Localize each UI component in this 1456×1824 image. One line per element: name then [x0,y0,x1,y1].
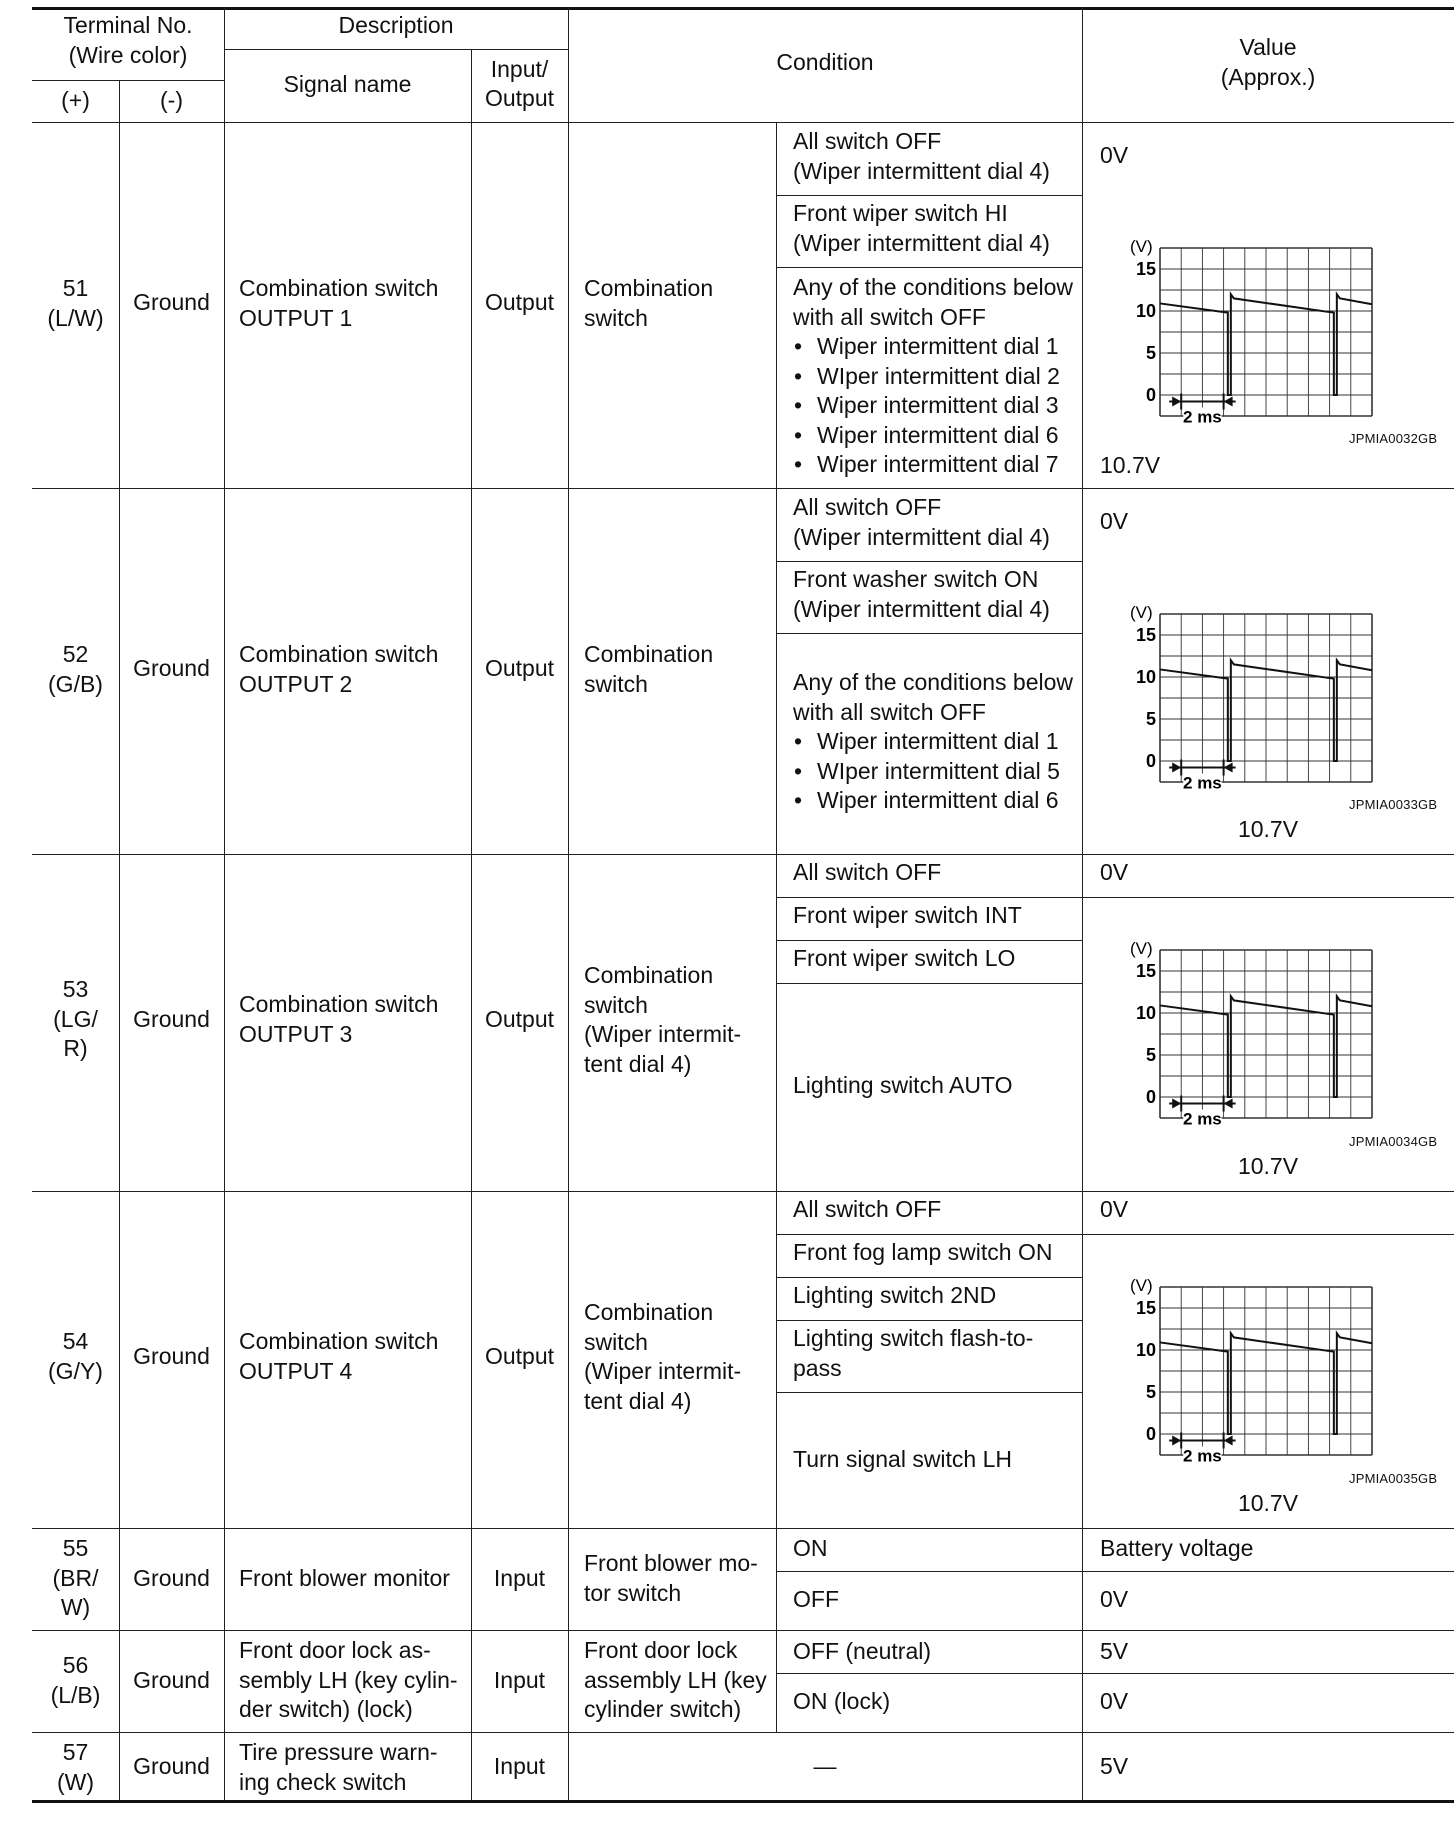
time-marker-arrow [1224,397,1233,407]
rule-54-a [776,1234,1454,1235]
row54-condition: Combination switch (Wiper intermit- tent dial 4) [584,1299,742,1414]
y-tick-label: 0 [1145,1087,1156,1107]
time-marker-arrow [1172,397,1181,407]
hdr-wire-color: (Wire color) [68,42,188,68]
time-scale-label: 2 ms [1183,1109,1222,1129]
hdr-signal-name: Signal name [283,71,412,97]
time-scale-label: 2 ms [1183,773,1222,793]
time-scale-label: 2 ms [1183,1446,1222,1466]
row55-condition: Front blower mo- tor switch [584,1550,758,1606]
y-tick-label: 10 [1135,301,1156,321]
row55-signal-name: Front blower monitor [239,1565,450,1591]
y-tick-label: 10 [1135,1340,1156,1360]
row56-terminal: 56 (L/B) [50,1652,101,1708]
hdr-terminal-no: Terminal No. [63,12,193,38]
row53-value-off: 0V [1100,859,1129,885]
row51-signal-name: Combination switch OUTPUT 1 [239,275,439,331]
rule-51-b [776,267,1082,268]
row54-cond-turn-lh: Turn signal switch LH [793,1446,1013,1472]
rule-53-c [776,983,1082,984]
hdr-description: Description [338,12,454,38]
row53-waveform [1120,939,1382,1129]
row55-value-on: Battery voltage [1100,1535,1254,1561]
row54-io: Output [484,1343,555,1369]
bullet-item: • Wiper intermittent dial 1 [793,332,1073,362]
row54-cond-lighting-2nd: Lighting switch 2ND [793,1282,997,1308]
rule-header-term [32,80,224,81]
row52-ground: Ground [133,655,210,681]
rule-row-54 [32,1528,1454,1529]
axis-unit-label: (V) [1130,1276,1153,1295]
bullet-item: • WIper intermittent dial 5 [793,757,1073,787]
row51-terminal: 51 (L/W) [47,275,104,331]
row53-terminal: 53 (LG/ R) [53,976,98,1061]
row52-waveform [1120,603,1382,793]
row55-cond-on: ON [793,1535,828,1561]
time-marker-arrow [1172,1436,1181,1446]
row53-cond-wiper-int: Front wiper switch INT [793,902,1022,928]
bullet-item: • Wiper intermittent dial 7 [793,450,1073,480]
row54-cond-fog-on: Front fog lamp switch ON [793,1239,1053,1265]
y-tick-label: 5 [1145,709,1156,729]
hdr-approx: (Approx.) [1220,64,1316,90]
row57-condition-none: — [813,1753,837,1779]
hdr-plus: (+) [61,87,90,113]
row57-io: Input [493,1753,546,1779]
y-tick-label: 10 [1135,667,1156,687]
y-tick-label: 5 [1145,1045,1156,1065]
row54-cond-all-off: All switch OFF [793,1196,942,1222]
row55-terminal: 55 (BR/ W) [52,1535,99,1620]
row53-cond-all-off: All switch OFF [793,859,942,885]
row52-figure-code: JPMIA0033GB [1349,797,1438,812]
rule-56-a [776,1673,1454,1674]
row52-cond-all-off: All switch OFF (Wiper intermittent dial 4) [793,494,1050,550]
rule-header-bottom [32,122,1454,123]
row56-cond-off-neutral: OFF (neutral) [793,1638,932,1664]
waveform-figure [1120,237,1382,427]
axis-unit-label: (V) [1130,237,1153,256]
row52-terminal: 52 (G/B) [48,641,103,697]
row54-value-wave: 10.7V [1237,1490,1299,1516]
bullet-item: • Wiper intermittent dial 3 [793,391,1073,421]
rule-55-a [776,1571,1454,1572]
rule-54-d [776,1392,1082,1393]
waveform-figure [1120,603,1382,793]
row51-condition: Combination switch [584,275,714,331]
row53-value-wave: 10.7V [1237,1153,1299,1179]
rule-row-52 [32,854,1454,855]
row54-signal-name: Combination switch OUTPUT 4 [239,1328,439,1384]
rule-52-b [776,633,1082,634]
y-tick-label: 0 [1145,1424,1156,1444]
row54-cond-flash-to-pass: Lighting switch flash-to- pass [793,1325,1034,1381]
col-rule-subcond [776,122,777,1732]
y-tick-label: 0 [1145,385,1156,405]
rule-row-51 [32,488,1454,489]
y-tick-label: 5 [1145,1382,1156,1402]
row52-value-off: 0V [1100,508,1129,534]
row57-terminal: 57 (W) [56,1739,95,1795]
rule-top [32,7,1454,10]
row56-io: Input [493,1667,546,1693]
time-marker-arrow [1172,763,1181,773]
row54-figure-code: JPMIA0035GB [1349,1471,1438,1486]
row52-io: Output [484,655,555,681]
col-rule-cond [568,7,569,1801]
rule-row-53 [32,1191,1454,1192]
time-marker-arrow [1172,1099,1181,1109]
row56-value-off: 5V [1100,1638,1129,1664]
rule-row-56 [32,1732,1454,1733]
row51-waveform [1120,237,1382,427]
row54-value-off: 0V [1100,1196,1129,1222]
row51-value-off: 0V [1100,142,1129,168]
row52-condition: Combination switch [584,641,714,697]
row54-waveform [1120,1276,1382,1466]
row51-figure-code: JPMIA0032GB [1349,431,1438,446]
hdr-minus: (-) [160,87,183,113]
row51-value-wave: 10.7V [1100,452,1161,478]
rule-54-b [776,1277,1082,1278]
row55-cond-off: OFF [793,1586,839,1612]
rule-52-a [776,561,1082,562]
row54-ground: Ground [133,1343,210,1369]
rule-row-55 [32,1630,1454,1631]
y-tick-label: 15 [1135,625,1156,645]
y-tick-label: 5 [1145,343,1156,363]
row57-signal-name: Tire pressure warn- ing check switch [239,1739,438,1795]
col-rule-minus [119,80,120,1801]
time-marker-arrow [1224,763,1233,773]
row52-signal-name: Combination switch OUTPUT 2 [239,641,439,697]
row53-cond-wiper-lo: Front wiper switch LO [793,945,1016,971]
row51-io: Output [484,289,555,315]
time-marker-arrow [1224,1436,1233,1446]
waveform-figure [1120,939,1382,1129]
row53-condition: Combination switch (Wiper intermit- tent dial 4) [584,962,742,1077]
axis-unit-label: (V) [1130,603,1153,622]
rule-54-c [776,1320,1082,1321]
hdr-output: Output [484,85,555,111]
row57-ground: Ground [133,1753,210,1779]
row53-signal-name: Combination switch OUTPUT 3 [239,991,439,1047]
time-marker-arrow [1224,1099,1233,1109]
rule-51-a [776,195,1082,196]
rule-header-desc [224,49,568,50]
hdr-condition: Condition [776,49,874,75]
y-tick-label: 0 [1145,751,1156,771]
y-tick-label: 10 [1135,1003,1156,1023]
row55-value-off: 0V [1100,1586,1129,1612]
row55-io: Input [493,1565,546,1591]
row51-cond-wiper-hi: Front wiper switch HI (Wiper intermittent dial 4) [793,200,1050,256]
row52-cond-any: Any of the conditions below with all switch OFF • Wiper intermittent dial 1 • WIper intermittent dial 5 • Wiper intermittent dial 6 [793,668,1073,816]
axis-unit-label: (V) [1130,939,1153,958]
row53-ground: Ground [133,1006,210,1032]
bullet-item: • Wiper intermittent dial 6 [793,786,1073,816]
row51-cond-any: Any of the conditions below with all switch OFF • Wiper intermittent dial 1 • WIper intermittent dial 2 • Wiper intermittent dial 3 • Wiper intermittent dial 6 • Wiper intermittent dial 7 [793,273,1073,480]
row56-ground: Ground [133,1667,210,1693]
col-rule-signal [224,7,225,1801]
row55-ground: Ground [133,1565,210,1591]
hdr-input: Input/ [490,56,549,82]
row56-value-on: 0V [1100,1688,1129,1714]
row57-value: 5V [1100,1753,1129,1779]
waveform-figure [1120,1276,1382,1466]
row56-condition: Front door lock assembly LH (key cylinder switch) [584,1637,767,1722]
row54-terminal: 54 (G/Y) [48,1328,103,1384]
row52-value-wave: 10.7V [1237,816,1299,842]
row52-cond-washer-on: Front washer switch ON (Wiper intermittent dial 4) [793,566,1050,622]
bullet-item: • Wiper intermittent dial 1 [793,727,1073,757]
row53-cond-lighting-auto: Lighting switch AUTO [793,1072,1013,1098]
row53-io: Output [484,1006,555,1032]
col-rule-value [1082,7,1083,1801]
y-tick-label: 15 [1135,1298,1156,1318]
rule-bottom [32,1800,1454,1803]
row51-cond-all-off: All switch OFF (Wiper intermittent dial 4) [793,128,1050,184]
rule-53-b [776,940,1082,941]
bullet-item: • WIper intermittent dial 2 [793,362,1073,392]
row56-signal-name: Front door lock as- sembly LH (key cylin- der switch) (lock) [239,1637,458,1722]
rule-53-a [776,897,1454,898]
row51-ground: Ground [133,289,210,315]
bullet-item: • Wiper intermittent dial 6 [793,421,1073,451]
row53-figure-code: JPMIA0034GB [1349,1134,1438,1149]
y-tick-label: 15 [1135,259,1156,279]
hdr-value: Value [1239,34,1297,60]
y-tick-label: 15 [1135,961,1156,981]
time-scale-label: 2 ms [1183,407,1222,427]
row56-cond-on-lock: ON (lock) [793,1688,891,1714]
